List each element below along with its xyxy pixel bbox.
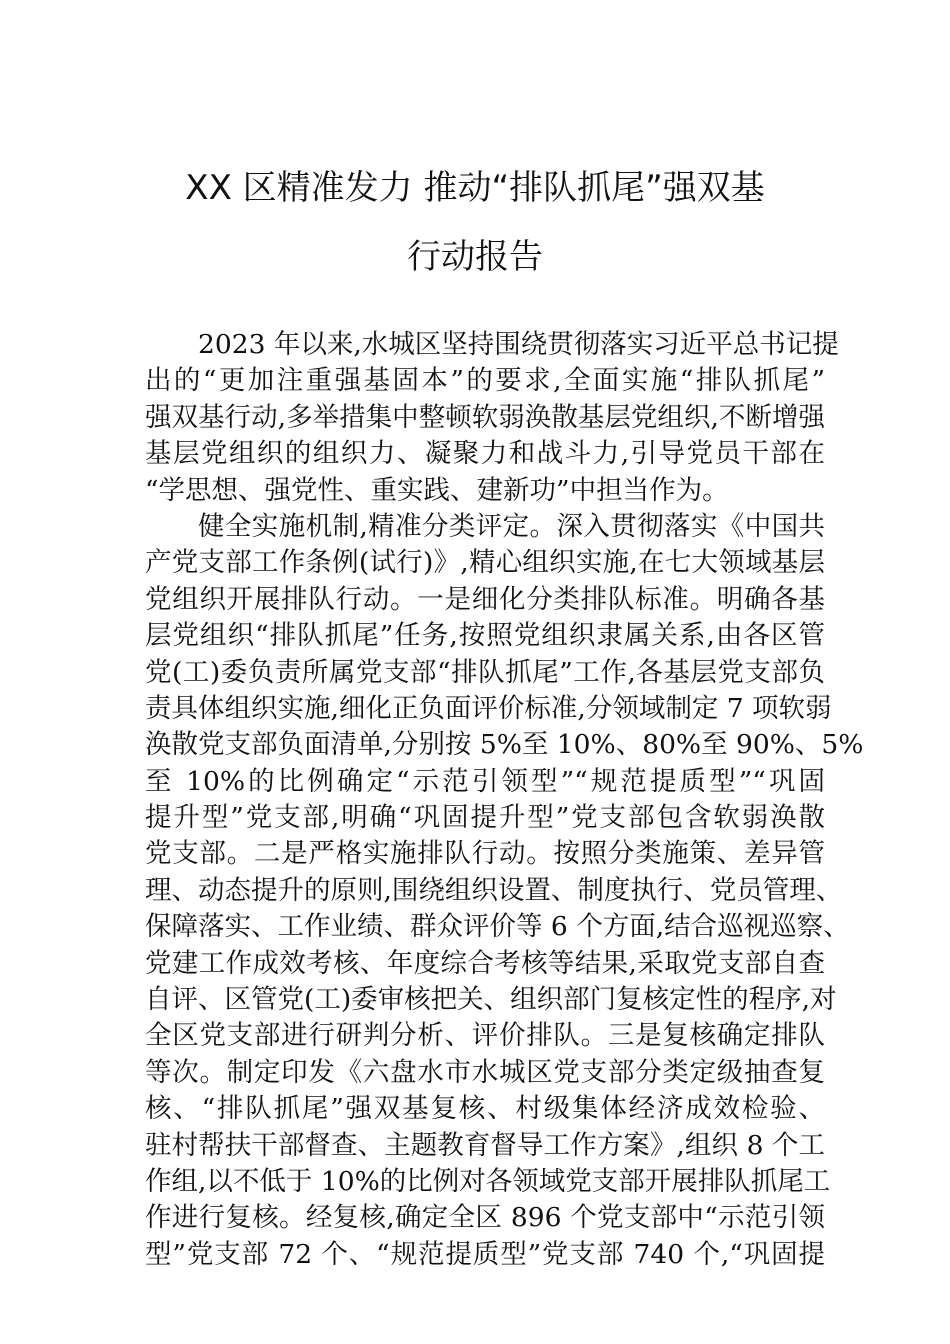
body-line: 驻村帮扶干部督查、主题教育督导工作方案》,组织 8 个工 (145, 1129, 825, 1161)
body-line: 保障落实、工作业绩、群众评价等 6 个方面,结合巡视巡察、 (145, 911, 850, 943)
body-line: 2023 年以来,水城区坚持围绕贯彻落实习近平总书记提 (198, 329, 839, 360)
body-line: 型”党支部 72 个、“规范提质型”党支部 740 个,“巩固提 (145, 1238, 825, 1270)
body-line: 至 10%的比例确定“示范引领型”“规范提质型”“巩固 (145, 765, 825, 797)
body-line: 党支部。二是严格实施排队行动。按照分类施策、差异管 (145, 838, 825, 870)
document-body (145, 327, 864, 1273)
body-line: “学思想、强党性、重实践、建新功”中担当作为。 (145, 474, 729, 506)
body-line: 党(工)委负责所属党支部“排队抓尾”工作,各基层党支部负 (145, 656, 825, 688)
body-line: 自评、区管党(工)委审核把关、组织部门复核定性的程序,对 (145, 984, 837, 1016)
body-line: 作进行复核。经复核,确定全区 896 个党支部中“示范引领 (145, 1202, 825, 1234)
document-title-line-1: XX 区精准发力 推动“排队抓尾”强双基 (185, 168, 765, 208)
body-line: 基层党组织的组织力、凝聚力和战斗力,引导党员干部在 (145, 438, 825, 470)
body-line: 层党组织“排队抓尾”任务,按照党组织隶属关系,由各区管 (145, 620, 825, 652)
body-line: 提升型”党支部,明确“巩固提升型”党支部包含软弱涣散 (145, 802, 825, 834)
body-line: 作组,以不低于 10%的比例对各领域党支部开展排队抓尾工 (145, 1165, 831, 1197)
body-line: 涣散党支部负面清单,分别按 5%至 10%、80%至 90%、5% (145, 729, 864, 761)
body-line: 出的“更加注重强基固本”的要求,全面实施“排队抓尾” (145, 365, 825, 397)
document-title-line-2: 行动报告 (407, 237, 543, 277)
body-line: 强双基行动,多举措集中整顿软弱涣散基层党组织,不断增强 (145, 401, 825, 433)
body-line: 责具体组织实施,细化正负面评价标准,分领域制定 7 项软弱 (145, 692, 832, 724)
body-line: 党组织开展排队行动。一是细化分类排队标准。明确各基 (145, 583, 825, 615)
body-line: 健全实施机制,精准分类评定。深入贯彻落实《中国共 (198, 510, 825, 542)
body-line: 等次。制定印发《六盘水市水城区党支部分类定级抽查复 (145, 1056, 825, 1088)
body-line: 理、动态提升的原则,围绕组织设置、制度执行、党员管理、 (145, 874, 843, 906)
body-line: 产党支部工作条例(试行)》,精心组织实施,在七大领域基层 (145, 547, 825, 579)
body-line: 核、“排队抓尾”强双基复核、村级集体经济成效检验、 (145, 1093, 825, 1125)
body-line: 全区党支部进行研判分析、评价排队。三是复核确定排队 (145, 1020, 825, 1052)
body-line: 党建工作成效考核、年度综合考核等结果,采取党支部自查 (145, 947, 825, 979)
